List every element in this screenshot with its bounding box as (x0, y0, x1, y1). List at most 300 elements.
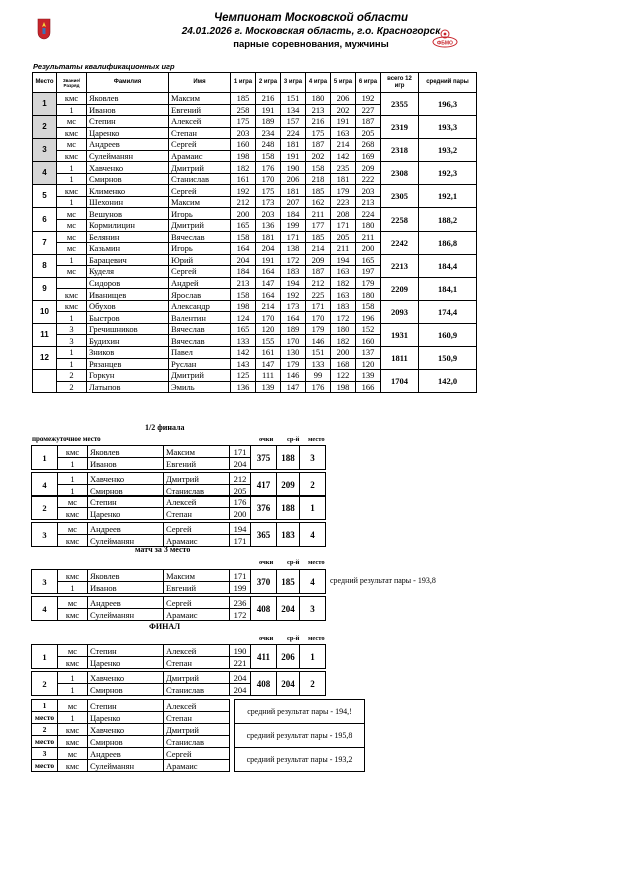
player-rank: кмс (58, 724, 88, 736)
third-place-side-note: средний результат пары - 193,8 (330, 576, 436, 585)
game-score: 170 (256, 312, 281, 324)
game-score: 189 (281, 323, 306, 335)
player-lastname: Горкун (87, 370, 169, 382)
player-lastname: Шехонин (87, 196, 169, 208)
semifinal-col-avg: ср-й (287, 436, 300, 443)
player-firstname: Максим (164, 570, 230, 582)
game-score: 214 (331, 139, 356, 151)
game-score: 194 (281, 277, 306, 289)
player-firstname: Дмитрий (164, 672, 230, 684)
game-score: 223 (331, 196, 356, 208)
game-score: 139 (256, 381, 281, 393)
player-firstname: Сергей (164, 523, 230, 535)
player-lastname: Хавченко (88, 473, 164, 485)
player-firstname: Руслан (169, 358, 231, 370)
game-score: 184 (281, 208, 306, 220)
match-seed: 4 (32, 473, 58, 497)
match-table (31, 569, 326, 594)
player-score: 194 (230, 523, 251, 535)
player-lastname: Смирнов (87, 173, 169, 185)
game-score: 183 (331, 300, 356, 312)
player-rank: кмс (58, 508, 88, 520)
game-score: 180 (331, 323, 356, 335)
player-firstname: Вячеслав (169, 231, 231, 243)
pair-average: 184,4 (419, 254, 477, 277)
game-score: 196 (356, 312, 381, 324)
player-rank: 1 (58, 672, 88, 684)
podium-place-word: место (32, 736, 58, 748)
player-score: 172 (230, 609, 251, 621)
game-score: 203 (356, 185, 381, 197)
game-score: 211 (306, 208, 331, 220)
player-score: 212 (230, 473, 251, 485)
player-firstname: Евгений (164, 458, 230, 470)
game-score: 171 (281, 231, 306, 243)
player-lastname: Степин (88, 496, 164, 508)
game-score: 180 (306, 93, 331, 105)
game-score: 227 (356, 104, 381, 116)
player-rank: 1 (57, 104, 87, 116)
game-score: 214 (306, 243, 331, 255)
player-rank: кмс (57, 185, 87, 197)
game-score: 194 (331, 254, 356, 266)
player-lastname: Гречишников (87, 323, 169, 335)
player-firstname: Андрей (169, 277, 231, 289)
player-lastname: Зников (87, 347, 169, 359)
pair-total: 2319 (381, 116, 419, 139)
game-score: 181 (281, 185, 306, 197)
match-row (32, 496, 326, 508)
game-score: 181 (331, 173, 356, 185)
pair-total: 1704 (381, 370, 419, 393)
podium-average-note: средний результат пары - 193,2 (235, 748, 365, 772)
third-place-title: матч за 3 место (135, 545, 191, 554)
game-score: 138 (281, 243, 306, 255)
pair-total: 2242 (381, 231, 419, 254)
col-header-game-6: 6 игра (356, 73, 381, 93)
match-table (31, 495, 326, 520)
player-lastname: Яковлев (88, 570, 164, 582)
game-score: 175 (306, 127, 331, 139)
col-header-rank: Звание/ Разряд (57, 73, 87, 93)
player-rank: мс (58, 523, 88, 535)
semifinal-title: 1/2 финала (145, 423, 185, 432)
player-score: 236 (230, 597, 251, 609)
player-rank: кмс (57, 300, 87, 312)
logo-text: ФБМО (437, 40, 453, 47)
game-score: 170 (256, 173, 281, 185)
pair-average: 186,8 (419, 231, 477, 254)
pair-average: 193,3 (419, 116, 477, 139)
player-rank: мс (57, 231, 87, 243)
player-firstname: Максим (169, 196, 231, 208)
game-score: 146 (306, 335, 331, 347)
game-score: 171 (306, 300, 331, 312)
game-score: 165 (356, 254, 381, 266)
game-score: 162 (306, 196, 331, 208)
game-score: 198 (331, 381, 356, 393)
qualification-row (33, 300, 477, 312)
game-score: 158 (231, 289, 256, 301)
match-row (32, 672, 326, 684)
game-score: 203 (256, 208, 281, 220)
player-lastname: Куделя (87, 266, 169, 278)
game-score: 124 (231, 312, 256, 324)
game-score: 211 (331, 243, 356, 255)
player-firstname: Игорь (169, 243, 231, 255)
pair-place: 8 (33, 254, 57, 277)
player-firstname: Степан (164, 657, 230, 669)
pair-place: 3 (33, 139, 57, 162)
qualification-section-title: Результаты квалификационных игр (33, 62, 175, 71)
qualification-row (33, 347, 477, 359)
game-score: 164 (256, 266, 281, 278)
game-score: 191 (281, 150, 306, 162)
player-lastname: Латыпов (87, 381, 169, 393)
player-rank: кмс (57, 150, 87, 162)
match-points: 408 (251, 597, 277, 621)
player-firstname: Игорь (169, 208, 231, 220)
match-seed: 3 (32, 523, 58, 547)
match-row (32, 446, 326, 458)
game-score: 202 (306, 150, 331, 162)
player-rank: мс (57, 208, 87, 220)
game-score: 214 (256, 300, 281, 312)
game-score: 163 (331, 289, 356, 301)
player-firstname: Арамаис (164, 609, 230, 621)
qualification-table (32, 72, 477, 393)
player-score: 204 (230, 684, 251, 696)
game-score: 182 (331, 277, 356, 289)
game-score: 216 (256, 93, 281, 105)
game-score: 204 (256, 243, 281, 255)
game-score: 139 (356, 370, 381, 382)
match-average: 188 (277, 496, 300, 520)
player-score: 205 (230, 485, 251, 497)
game-score: 204 (231, 254, 256, 266)
match-place: 2 (300, 473, 326, 497)
game-score: 163 (331, 127, 356, 139)
player-lastname: Царенко (88, 712, 164, 724)
player-score: 171 (230, 570, 251, 582)
game-score: 146 (281, 370, 306, 382)
match-seed: 4 (32, 597, 58, 621)
qualification-row (33, 185, 477, 197)
player-firstname: Алексей (164, 700, 230, 712)
semifinal-col-place: место (308, 436, 325, 443)
player-lastname: Иванов (87, 104, 169, 116)
player-firstname: Евгений (169, 104, 231, 116)
player-lastname: Вешунов (87, 208, 169, 220)
game-score: 168 (331, 358, 356, 370)
pair-average: 174,4 (419, 300, 477, 323)
player-lastname: Андреев (88, 748, 164, 760)
game-score: 179 (281, 358, 306, 370)
player-lastname: Сулейманян (88, 760, 164, 772)
game-score: 225 (306, 289, 331, 301)
podium-place-number: 1 (32, 700, 58, 712)
player-rank: 1 (58, 582, 88, 594)
player-rank: кмс (58, 760, 88, 772)
player-firstname: Сергей (164, 597, 230, 609)
podium-place-number: 2 (32, 724, 58, 736)
game-score: 164 (281, 312, 306, 324)
game-score: 200 (331, 347, 356, 359)
player-lastname: Быстров (87, 312, 169, 324)
player-firstname: Сергей (169, 185, 231, 197)
player-rank: мс (58, 645, 88, 657)
game-score: 248 (256, 139, 281, 151)
pair-total: 2093 (381, 300, 419, 323)
game-score: 191 (331, 116, 356, 128)
game-score: 160 (231, 139, 256, 151)
intermediate-place-label: промежуточное место (32, 435, 101, 443)
game-score: 142 (331, 150, 356, 162)
game-score: 147 (281, 381, 306, 393)
game-score: 187 (356, 116, 381, 128)
player-lastname: Иванов (88, 582, 164, 594)
game-score: 142 (231, 347, 256, 359)
game-score: 130 (281, 347, 306, 359)
game-score: 190 (281, 162, 306, 174)
player-lastname: Хавченко (88, 724, 164, 736)
player-firstname: Дмитрий (169, 220, 231, 232)
match-average: 209 (277, 473, 300, 497)
final-col-avg: ср-й (287, 635, 300, 642)
game-score: 147 (256, 358, 281, 370)
game-score: 175 (256, 185, 281, 197)
game-score: 160 (356, 335, 381, 347)
col-header-game-4: 4 игра (306, 73, 331, 93)
player-firstname: Станислав (164, 684, 230, 696)
game-score: 258 (231, 104, 256, 116)
player-rank: 1 (57, 196, 87, 208)
game-score: 218 (306, 173, 331, 185)
game-score: 224 (356, 208, 381, 220)
game-score: 198 (231, 150, 256, 162)
game-score: 187 (306, 139, 331, 151)
podium-average-note: средний результат пары - 195,8 (235, 724, 365, 748)
podium-average-note: средний результат пары - 194,! (235, 700, 365, 724)
match-place: 1 (300, 496, 326, 520)
game-score: 212 (231, 196, 256, 208)
player-rank: кмс (58, 609, 88, 621)
final-col-place: место (308, 635, 325, 642)
pair-place: 1 (33, 93, 57, 116)
match-average: 188 (277, 446, 300, 470)
game-score: 161 (256, 347, 281, 359)
col-header-place: Место (33, 73, 57, 93)
game-score: 199 (281, 220, 306, 232)
podium-row (32, 700, 365, 712)
game-score: 155 (256, 335, 281, 347)
game-score: 176 (256, 162, 281, 174)
pair-average: 192,3 (419, 162, 477, 185)
qualification-row (33, 208, 477, 220)
qualification-row (33, 116, 477, 128)
player-score: 204 (230, 672, 251, 684)
player-lastname: Степин (87, 116, 169, 128)
player-firstname: Степан (164, 508, 230, 520)
player-rank: 1 (58, 485, 88, 497)
player-lastname: Андреев (88, 523, 164, 535)
match-table (31, 596, 326, 621)
col-header-game-3: 3 игра (281, 73, 306, 93)
match-table (31, 472, 326, 497)
player-firstname: Вячеслав (169, 335, 231, 347)
player-rank: мс (57, 220, 87, 232)
game-score: 200 (356, 243, 381, 255)
pair-place: 11 (33, 323, 57, 346)
player-lastname: Сулейманян (87, 150, 169, 162)
match-points: 375 (251, 446, 277, 470)
match-row (32, 570, 326, 582)
game-score: 213 (356, 196, 381, 208)
game-score: 206 (281, 173, 306, 185)
match-table (31, 445, 326, 470)
game-score: 133 (231, 335, 256, 347)
game-score: 133 (306, 358, 331, 370)
match-points: 376 (251, 496, 277, 520)
game-score: 172 (331, 312, 356, 324)
player-lastname: Царенко (87, 127, 169, 139)
player-rank: 1 (57, 162, 87, 174)
player-rank: мс (58, 748, 88, 760)
pair-place: 6 (33, 208, 57, 231)
match-points: 365 (251, 523, 277, 547)
game-score: 185 (306, 231, 331, 243)
player-rank: мс (57, 243, 87, 255)
player-firstname: Сергей (164, 748, 230, 760)
player-firstname: Вячеслав (169, 323, 231, 335)
final-col-points: очки (259, 635, 274, 642)
player-lastname: Сулейманян (88, 535, 164, 547)
player-rank: кмс (58, 657, 88, 669)
player-lastname: Царенко (88, 657, 164, 669)
game-score: 180 (356, 289, 381, 301)
player-lastname: Степин (88, 700, 164, 712)
game-score: 120 (356, 358, 381, 370)
game-score: 192 (281, 289, 306, 301)
player-rank: 3 (57, 323, 87, 335)
col-header-total: всего 12 игр (381, 73, 419, 93)
qualification-row (33, 323, 477, 335)
match-table (31, 522, 326, 547)
game-score: 205 (356, 127, 381, 139)
match-seed: 2 (32, 672, 58, 696)
pair-place: 10 (33, 300, 57, 323)
game-score: 179 (331, 185, 356, 197)
match-points: 370 (251, 570, 277, 594)
player-firstname: Юрий (169, 254, 231, 266)
game-score: 179 (306, 323, 331, 335)
player-lastname: Смирнов (88, 485, 164, 497)
match-row (32, 473, 326, 485)
pair-place (33, 370, 57, 393)
pair-average: 184,1 (419, 277, 477, 300)
semifinal-col-points: очки (259, 436, 274, 443)
player-firstname: Станислав (164, 485, 230, 497)
qualification-row (33, 139, 477, 151)
match-points: 411 (251, 645, 277, 669)
third-col-points: очки (259, 559, 274, 566)
player-firstname: Сергей (169, 139, 231, 151)
game-score: 163 (331, 266, 356, 278)
pair-average: 192,1 (419, 185, 477, 208)
player-score: 199 (230, 582, 251, 594)
match-average: 183 (277, 523, 300, 547)
player-lastname: Будихин (87, 335, 169, 347)
game-score: 212 (306, 277, 331, 289)
player-firstname: Александр (169, 300, 231, 312)
player-score: 190 (230, 645, 251, 657)
game-score: 205 (331, 231, 356, 243)
pair-place: 5 (33, 185, 57, 208)
game-score: 136 (231, 381, 256, 393)
player-firstname: Степан (164, 712, 230, 724)
game-score: 136 (256, 220, 281, 232)
pair-total: 1811 (381, 347, 419, 370)
game-score: 147 (256, 277, 281, 289)
player-rank: кмс (58, 736, 88, 748)
event-type: парные соревнования, мужчины (233, 39, 389, 50)
game-score: 158 (231, 231, 256, 243)
qualification-row (33, 370, 477, 382)
player-firstname: Евгений (164, 582, 230, 594)
game-score: 184 (231, 266, 256, 278)
game-score: 208 (331, 208, 356, 220)
player-firstname: Арамаис (164, 760, 230, 772)
game-score: 189 (256, 116, 281, 128)
game-score: 177 (306, 220, 331, 232)
game-score: 99 (306, 370, 331, 382)
match-place: 4 (300, 570, 326, 594)
col-header-game-5: 5 игра (331, 73, 356, 93)
player-lastname: Казьмин (87, 243, 169, 255)
pair-place: 9 (33, 277, 57, 300)
match-row (32, 597, 326, 609)
pair-total: 2213 (381, 254, 419, 277)
player-rank: мс (58, 700, 88, 712)
podium-place-word: место (32, 760, 58, 772)
game-score: 152 (356, 323, 381, 335)
game-score: 158 (256, 150, 281, 162)
podium-table (31, 699, 365, 772)
qualification-row (33, 254, 477, 266)
player-firstname: Максим (169, 93, 231, 105)
game-score: 216 (306, 116, 331, 128)
game-score: 182 (331, 335, 356, 347)
player-lastname: Хавченко (88, 672, 164, 684)
player-lastname: Иванов (88, 458, 164, 470)
player-rank: кмс (57, 93, 87, 105)
player-firstname: Павел (169, 347, 231, 359)
player-firstname: Степан (169, 127, 231, 139)
player-firstname: Арамаис (169, 150, 231, 162)
match-table (31, 671, 326, 696)
game-score: 197 (356, 266, 381, 278)
player-rank: 2 (57, 381, 87, 393)
date-and-location: 24.01.2026 г. Московская область, г.о. Красногорск (181, 26, 441, 37)
pair-place: 7 (33, 231, 57, 254)
game-score: 158 (306, 162, 331, 174)
match-seed: 3 (32, 570, 58, 594)
game-score: 165 (231, 323, 256, 335)
player-firstname: Алексей (164, 496, 230, 508)
match-seed: 1 (32, 645, 58, 669)
pair-total: 2318 (381, 139, 419, 162)
game-score: 158 (356, 300, 381, 312)
